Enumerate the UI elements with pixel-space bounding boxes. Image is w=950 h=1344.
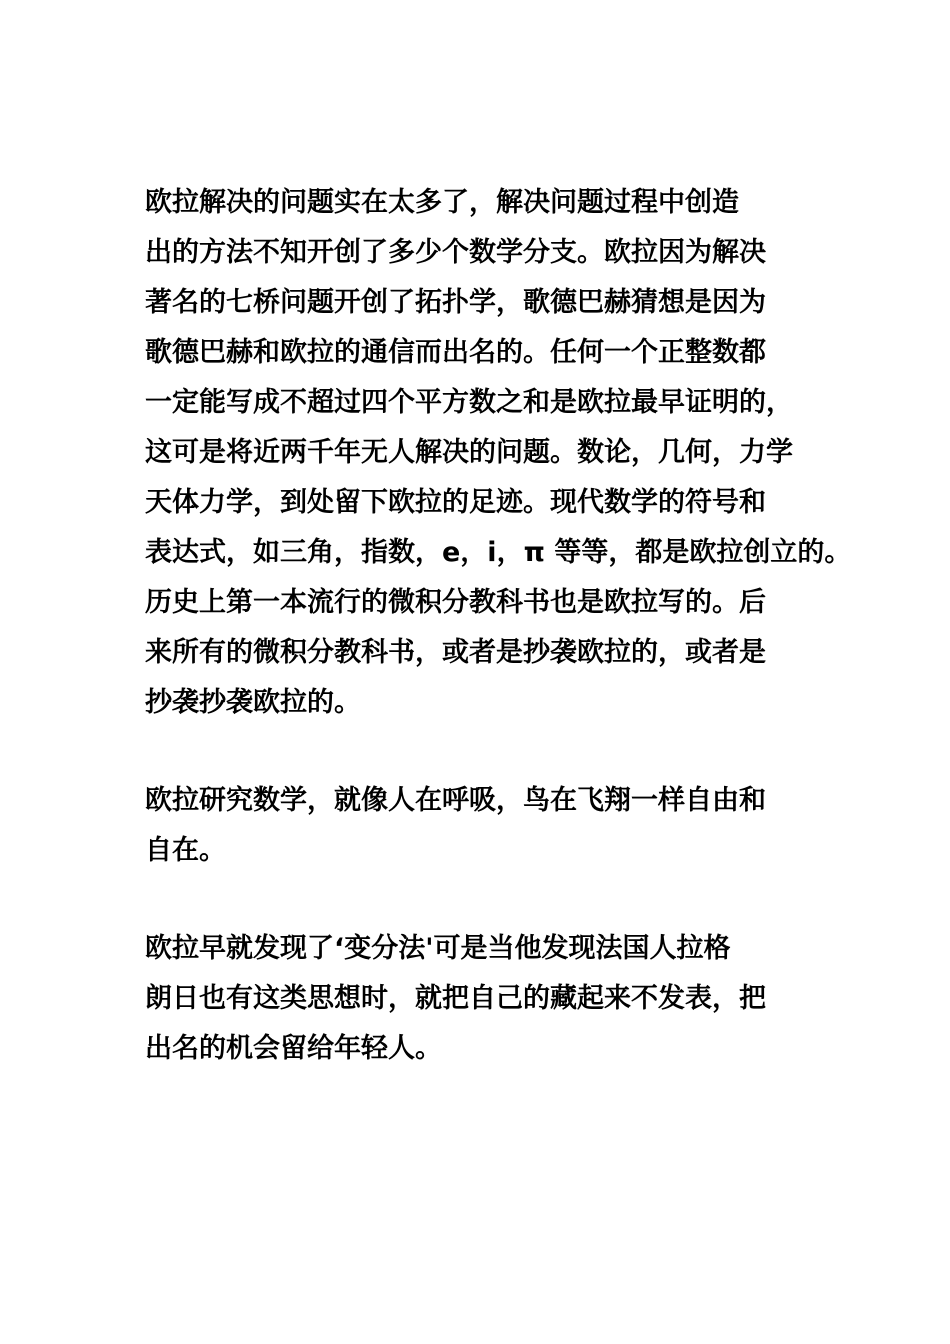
paragraph-1 xyxy=(145,178,852,728)
paragraph-line: 朗日也有这类思想时，就把自己的藏起来不发表，把 xyxy=(145,983,766,1014)
paragraph-line: 欧拉解决的问题实在太多了，解决问题过程中创造 xyxy=(145,187,739,218)
paragraph-line: 抄袭抄袭欧拉的。 xyxy=(145,687,361,718)
paragraph-line: 欧拉研究数学，就像人在呼吸，鸟在飞翔一样自由和 xyxy=(145,785,766,816)
paragraph-line: 历史上第一本流行的微积分教科书也是欧拉写的。后 xyxy=(145,587,766,618)
paragraph-2 xyxy=(145,776,825,876)
paragraph-line: 表达式，如三角，指数，e，i，π 等等，都是欧拉创立的。 xyxy=(145,537,852,568)
paragraph-line: 出的方法不知开创了多少个数学分支。欧拉因为解决 xyxy=(145,237,766,268)
paragraph-3 xyxy=(145,924,825,1074)
paragraph-line: 歌德巴赫和欧拉的通信而出名的。任何一个正整数都 xyxy=(145,337,766,368)
paragraph-line: 这可是将近两千年无人解决的问题。数论，几何，力学 xyxy=(145,437,793,468)
paragraph-line: 一定能写成不超过四个平方数之和是欧拉最早证明的， xyxy=(145,387,793,418)
paragraph-line: 来所有的微积分教科书，或者是抄袭欧拉的，或者是 xyxy=(145,637,766,668)
paragraph-line: 欧拉早就发现了‘变分法'可是当他发现法国人拉格 xyxy=(145,933,731,964)
paragraph-line: 自在。 xyxy=(145,835,226,866)
paragraph-line: 天体力学，到处留下欧拉的足迹。现代数学的符号和 xyxy=(145,487,766,518)
paragraph-line: 著名的七桥问题开创了拓扑学，歌德巴赫猜想是因为 xyxy=(145,287,766,318)
paragraph-line: 出名的机会留给年轻人。 xyxy=(145,1033,442,1064)
